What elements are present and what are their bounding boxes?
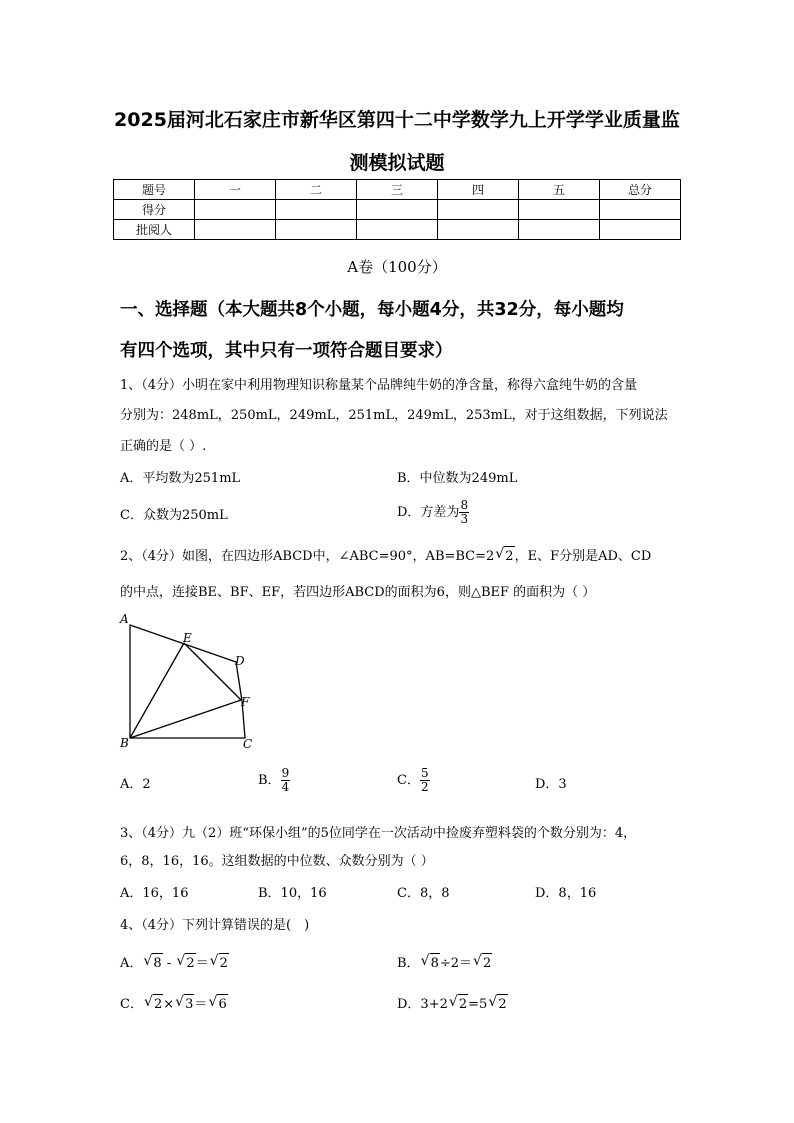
q1-line1: 1、（4分）小明在家中利用物理知识称量某个品牌纯牛奶的净含量，称得六盒纯牛奶的含量 <box>120 378 638 393</box>
exam-title-line1: 2025届河北石家庄市新华区第四十二中学数学九上开学学业质量监 <box>114 109 680 131</box>
operator: =5 <box>468 997 488 1012</box>
segment-be <box>130 643 184 738</box>
row-label-score: 得分 <box>114 200 195 220</box>
fraction <box>420 767 430 794</box>
header-cell-1: 一 <box>195 180 276 200</box>
q2-option-b-prefix: B． <box>258 773 281 788</box>
q2-line2: 的中点，连接BE、BF、EF，若四边形ABCD的面积为6，则△BEF 的面积为（ ） <box>120 585 596 600</box>
q3-option-d[interactable]: D．8，16 <box>535 886 597 901</box>
q1-option-d[interactable] <box>397 499 469 526</box>
operator: ＝ <box>195 956 209 971</box>
header-cell-2: 二 <box>276 180 357 200</box>
q4-option-d-prefix: D．3+2 <box>397 997 448 1012</box>
section-a-heading: A卷（100分） <box>347 258 447 276</box>
radical: √ 2 <box>219 953 229 974</box>
q4-option-b-prefix: B． <box>397 956 420 971</box>
q3-line2: 6，8，16，16。这组数据的中位数、众数分别为（ ） <box>120 854 434 869</box>
q3-option-c[interactable]: C．8，8 <box>397 886 450 901</box>
row-label-reviewer: 批阅人 <box>114 220 195 240</box>
denominator: 3 <box>460 512 469 526</box>
operator: × <box>163 997 175 1012</box>
score-cell[interactable] <box>357 200 438 220</box>
header-cell-4: 四 <box>438 180 519 200</box>
reviewer-cell[interactable] <box>357 220 438 240</box>
section1-heading-line1: 一、选择题（本大题共8个小题，每小题4分，共32分，每小题均 <box>120 300 624 320</box>
radical: √ 3 <box>184 994 194 1015</box>
radical: √ 6 <box>217 994 227 1015</box>
label-f: F <box>241 695 250 709</box>
score-row <box>114 200 681 220</box>
label-c: C <box>243 737 253 751</box>
segment-ef <box>184 643 241 700</box>
numerator: 9 <box>281 766 290 780</box>
q3-line1: 3、（4分）九（2）班“环保小组”的5位同学在一次活动中捡废弃塑料袋的个数分别为：4， <box>120 826 637 841</box>
radical: √ 2 <box>153 994 163 1015</box>
radical: √ 2 <box>185 953 195 974</box>
label-b: B <box>120 736 129 750</box>
q2-option-b[interactable] <box>258 767 290 794</box>
label-d: D <box>235 654 245 668</box>
q4-option-c-prefix: C． <box>120 997 143 1012</box>
exam-title-line2: 测模拟试题 <box>349 152 445 174</box>
q3-option-b[interactable]: B．10，16 <box>258 886 327 901</box>
reviewer-cell[interactable] <box>600 220 681 240</box>
radical: √ 8 <box>152 953 162 974</box>
numerator: 5 <box>420 766 429 780</box>
q2-option-d[interactable]: D．3 <box>535 777 567 792</box>
label-e: E <box>183 631 192 645</box>
q4-option-c[interactable] <box>120 994 228 1015</box>
score-cell[interactable] <box>438 200 519 220</box>
q1-option-a[interactable]: A．平均数为251mL <box>120 471 241 486</box>
radical: √ 2 <box>482 953 492 974</box>
score-cell[interactable] <box>519 200 600 220</box>
numerator: 8 <box>460 498 469 512</box>
q2-option-c[interactable] <box>397 767 430 794</box>
q1-line3: 正确的是（ ）. <box>120 439 207 454</box>
q4-option-a[interactable] <box>120 953 229 974</box>
q4-option-d[interactable] <box>397 994 508 1015</box>
denominator: 4 <box>281 780 290 794</box>
denominator: 2 <box>420 780 429 794</box>
q1-line2: 分别为：248mL，250mL，249mL，251mL，249mL，253mL，对于这组数据，下列说法 <box>120 408 668 423</box>
segment-bf <box>130 700 241 738</box>
score-cell[interactable] <box>276 200 357 220</box>
q1-option-c[interactable]: C．众数为250mL <box>120 508 228 523</box>
score-table-header-row <box>114 180 681 200</box>
score-cell[interactable] <box>195 200 276 220</box>
fraction <box>459 499 469 526</box>
q4-option-a-prefix: A． <box>120 956 143 971</box>
q2-option-a[interactable]: A．2 <box>120 777 151 792</box>
q1-option-d-prefix: D．方差为 <box>397 505 460 520</box>
q3-option-a[interactable]: A．16，16 <box>120 886 189 901</box>
q2-line1 <box>120 546 685 567</box>
q2-line1-text-b: ，E、F分别是AD、CD <box>514 549 652 564</box>
reviewer-cell[interactable] <box>438 220 519 240</box>
reviewer-cell[interactable] <box>519 220 600 240</box>
header-cell-5: 五 <box>519 180 600 200</box>
header-cell-3: 三 <box>357 180 438 200</box>
q4-line1: 4、（4分）下列计算错误的是( ) <box>120 918 310 933</box>
radical: √ 2 <box>504 546 514 567</box>
operator: ＝ <box>194 997 208 1012</box>
header-cell-question-no: 题号 <box>114 180 195 200</box>
q2-line1-text-a: 2、（4分）如图，在四边形ABCD中，∠ABC=90°，AB=BC=2 <box>120 549 495 564</box>
q2-option-c-prefix: C． <box>397 773 420 788</box>
q1-option-b[interactable]: B．中位数为249mL <box>397 471 518 486</box>
header-cell-total: 总分 <box>600 180 681 200</box>
radical: √ 2 <box>497 994 507 1015</box>
section1-heading-line2: 有四个选项，其中只有一项符合题目要求） <box>120 341 453 361</box>
q4-option-b[interactable] <box>397 953 492 974</box>
operator: ÷2＝ <box>439 956 473 971</box>
radical: √ 8 <box>430 953 440 974</box>
label-a: A <box>120 612 129 626</box>
quadrilateral-figure <box>112 608 262 754</box>
radical: √ 2 <box>458 994 468 1015</box>
operator: - <box>162 956 176 971</box>
reviewer-cell[interactable] <box>195 220 276 240</box>
reviewer-row <box>114 220 681 240</box>
reviewer-cell[interactable] <box>276 220 357 240</box>
fraction <box>281 767 291 794</box>
score-table <box>113 179 681 240</box>
score-cell[interactable] <box>600 200 681 220</box>
